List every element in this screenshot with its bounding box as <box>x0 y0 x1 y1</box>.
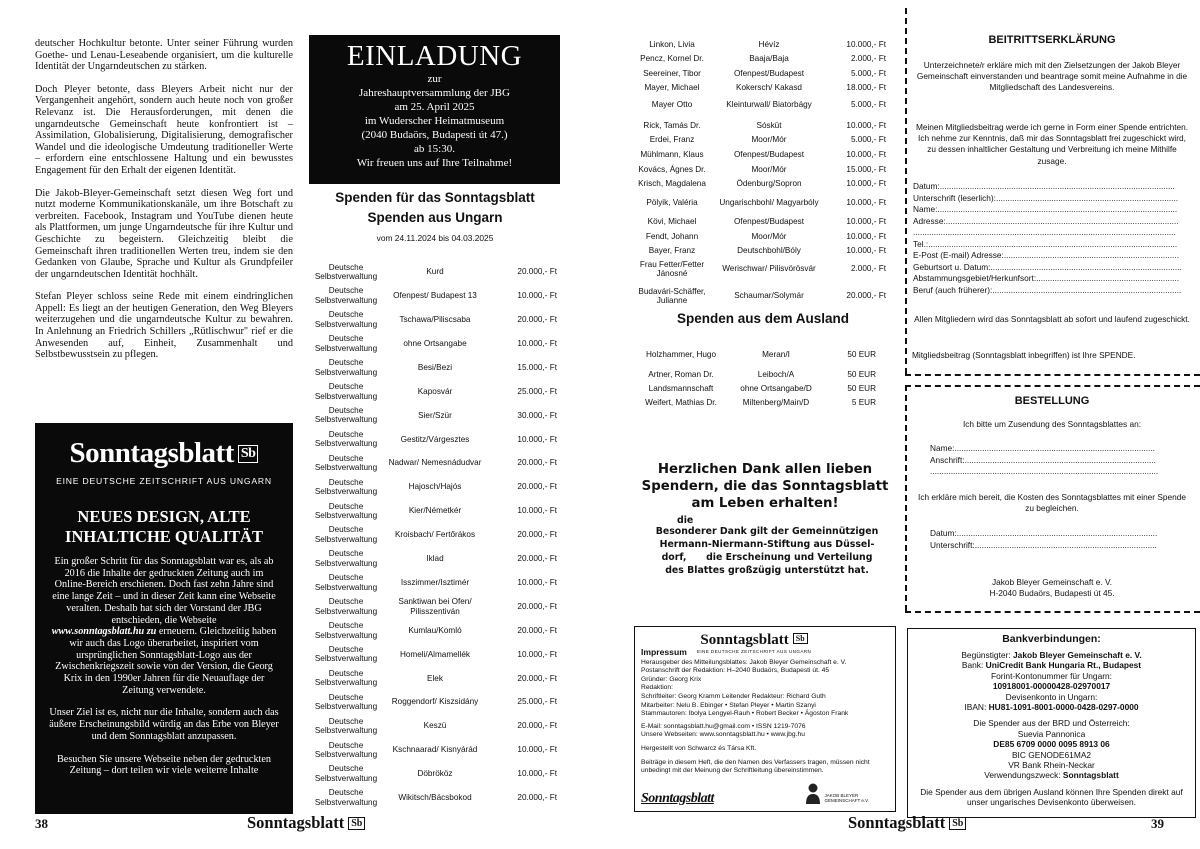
impressum-line: Schriftleiter: Georg Kramm Leitender Redakteur: Richard Guth <box>641 692 826 700</box>
cutting-line <box>905 8 907 374</box>
bank-beneficiary: Begünstigter: Jakob Bleyer Gemeinschaft e. V. <box>961 650 1142 660</box>
amount-cell: 20.000,- Ft <box>517 721 557 731</box>
thanks-line: Herzlichen Dank allen lieben <box>657 462 873 477</box>
place-cell: Isszimmer/Isztimér <box>400 577 470 587</box>
promo-paragraph: Besuchen Sie unsere Webseite neben der gedruckten Zeitung – dort teilen wir viele weiterre Inhalte <box>57 753 271 777</box>
bank-de-iban: DE85 6709 0000 0095 8913 06 <box>993 739 1110 750</box>
donations-abroad-heading: Spenden aus dem Ausland <box>676 311 850 326</box>
special-thanks-line: dorf, <box>661 552 687 563</box>
amount-cell: 20.000,- Ft <box>517 315 557 325</box>
form-field[interactable]: Unterschrift:............................................................................... <box>930 539 1157 550</box>
table-row <box>630 244 886 257</box>
place-cell: Kokersch/ Kakasd <box>736 82 802 92</box>
promo-headline: NEUES DESIGN, ALTE INHALTICHE QUALITÄT <box>65 507 263 546</box>
table-row <box>630 163 886 176</box>
amount-cell: 20.000,- Ft <box>517 530 557 540</box>
invitation-line: ab 15:30. <box>414 143 455 155</box>
membership-title: BEITRITTSERKLÄRUNG <box>988 34 1116 46</box>
bank-line: Die Spender aus der BRD und Österreich: <box>973 718 1130 729</box>
invitation-line: im Wuderscher Heimatmuseum <box>364 115 505 127</box>
amount-cell: 10.000,- Ft <box>846 231 886 241</box>
bank-line: Suevia Pannonica <box>1017 728 1086 739</box>
amount-cell: 10.000,- Ft <box>517 434 557 444</box>
form-field[interactable]: Beruf (auch früherer):.................................................................................. <box>913 284 1182 295</box>
order-title: BESTELLUNG <box>1014 395 1090 407</box>
donor-cell: Bayer, Franz <box>648 245 696 255</box>
table-row <box>312 548 557 570</box>
donor-cell: Deutsche Selbstverwaltung <box>314 405 378 425</box>
order-form-address <box>930 443 1180 478</box>
bank-bic: BIC GENODE61MA2 <box>1011 749 1092 760</box>
impressum-disclaimer: Beiträge in diesem Heft, die den Namen des Verfassers tragen, müssen nicht unbedingt mit der Meinung der Schriftleitung übereinstimmen. <box>641 758 870 775</box>
amount-cell: 50 EUR <box>847 350 876 360</box>
impressum-line: Stammautoren: Ibolya Lengyel-Rauh • Robert Becker • Ágoston Frank <box>641 710 849 718</box>
amount-cell: 2.000,- Ft <box>850 264 886 274</box>
table-row <box>630 81 886 94</box>
place-cell: Kschnaarad/ Kisnyárád <box>392 745 478 755</box>
table-row <box>630 259 886 279</box>
logo-tagline: EINE DEUTSCHE ZEITSCHRIFT AUS UNGARN <box>56 476 272 486</box>
form-field[interactable]: Tel.:............................................................................................................ <box>913 238 1178 249</box>
page-number-right: 39 <box>1151 816 1164 831</box>
amount-cell: 20.000,- Ft <box>517 673 557 683</box>
article-paragraph: Doch Pleyer betonte, dass Bleyers Arbeit nicht nur der Vergangenheit angehört, sondern auch heute noch von großer Relevanz ist. Die Herausforderungen, mit denen die ungarndeutsche Gemeinschaft heute konfrontiert ist – Assimilation, Globalisierung, Digitalisierung, demografischer Wandel und die ideologische Umdeutung traditioneller Werte – erfordern eine entschlossene Haltung und ein bewusstes Engagement für den Erhalt der eigenen Identität. <box>35 83 293 176</box>
donor-cell: Mayer, Michael <box>644 82 700 92</box>
bank-purpose: Verwendungszweck: Sonntagsblatt <box>984 770 1119 781</box>
place-cell: Kleinturwall/ Biatorbágy <box>726 100 812 110</box>
donor-cell: Deutsche Selbstverwaltung <box>314 334 378 353</box>
impressum-line: Redaktion: <box>641 684 673 692</box>
article-text-column <box>35 38 293 372</box>
table-row <box>312 691 557 713</box>
form-field[interactable]: E-Post (E-mail) Adresse:............................................................................ <box>913 250 1180 260</box>
special-thanks-line: die Erscheinung und Verteilung <box>706 552 873 563</box>
place-cell: Leiboch/A <box>757 370 795 380</box>
place-cell: Besi/Bezi <box>417 362 453 372</box>
bank-details-box <box>907 628 1196 818</box>
table-row <box>636 369 876 381</box>
table-row <box>312 333 557 355</box>
place-cell: ohne Ortsangabe <box>403 338 467 348</box>
amount-cell: 10.000,- Ft <box>517 649 557 659</box>
form-field[interactable]: Name:....................................................................................... <box>930 443 1155 453</box>
place-cell: Schaumar/Solymár <box>734 291 804 301</box>
promo-body <box>49 556 279 788</box>
sonntagsblatt-logo: Sonntagsblatt Sb <box>35 437 293 470</box>
cutting-line <box>905 374 1200 376</box>
table-row <box>636 397 876 409</box>
amount-cell: 5.000,- Ft <box>850 134 886 144</box>
donor-cell: Deutsche Selbstverwaltung <box>314 358 378 377</box>
bank-iban: IBAN: HU81-1091-8001-0000-0428-0297-0000 <box>964 702 1139 713</box>
donor-cell: Deutsche Selbstverwaltung <box>314 788 378 807</box>
article-paragraph: deutscher Hochkultur betonte. Unter seiner Führung wurden Goethe- und Lenau-Leseabende organisiert, um die kulturelle Identität der Ungarndeutschen zu stärken. <box>35 38 293 73</box>
thanks-line: Spendern, die das Sonntagsblatt <box>641 479 889 494</box>
donor-cell: Deutsche Selbstverwaltung <box>314 262 378 281</box>
amount-cell: 5.000,- Ft <box>850 68 886 78</box>
table-row <box>312 620 557 642</box>
form-field[interactable]: Geburtsort u. Datum:................................................................................... <box>913 261 1182 272</box>
amount-cell: 10.000,- Ft <box>517 577 557 587</box>
amount-cell: 10.000,- Ft <box>846 149 886 159</box>
table-row <box>312 285 557 307</box>
donor-cell: Deutsche Selbstverwaltung <box>314 716 378 736</box>
promo-paragraph: Ein großer Schritt für das Sonntagsblatt war es, als ab 2016 die Inhalte der gedruckten Zeitung auch im Online-Bereich erschienen. Doch fast zehn Jahre sind eine lange Zeit – und in dieser Zeit kann eine Webseite veralten. Deshalb hat sich der Vorstand der JBG entschieden, die Webseite <box>52 556 276 626</box>
table-row <box>630 133 886 146</box>
article-paragraph: Die Jakob-Bleyer-Gemeinschaft setzt diesen Weg fort und nutzt moderne Kommunikationskanäle, um ihre Botschaft zu verbreiten. Facebook, Instagram und YouTube dienen heute als Plattformen, um junge Ungarndeutsche für ihre Kultur und Geschichte zu begeistern. Gleichzeitig bleibt die Gemeinschaft ihren traditionellen Werten treu, indem sie den Gedanken von Glaube, Sprache und Kultur als Grundpfeiler der ungarndeutschen Identität hochhält. <box>35 187 293 280</box>
amount-cell: 15.000,- Ft <box>517 362 557 372</box>
impressum-line: Herausgeber des Mitteilungsblattes: Jakob Bleyer Gemeinschaft e. V. <box>641 658 847 666</box>
form-field[interactable]: Datum:...................................................................................................... <box>913 181 1175 191</box>
donor-cell: Mayer Otto <box>651 100 693 110</box>
thanks-die: die <box>677 515 694 526</box>
membership-fee-text: Meinen Mitgliedsbeitrag werde ich gerne in Form einer Spende entrichten. Ich nehme zur Kenntnis, daß mir das Sonntagsblatt frei zugeschickt wird, zu dessen inhaltlicher Gestaltung und Verbreitung ich meine Mithilfe zusage. <box>915 122 1189 166</box>
thanks-line: am Leben erhalten! <box>691 496 839 511</box>
amount-cell: 15.000,- Ft <box>846 164 886 174</box>
donor-cell: Linkon, Livia <box>649 39 695 49</box>
invitation-line: Jahreshauptversammlung der JBG <box>359 87 510 99</box>
donor-cell: Erdei, Franz <box>649 134 695 144</box>
donor-cell: Pencz, Kornel Dr. <box>640 53 704 63</box>
amount-cell: 30.000,- Ft <box>517 410 557 420</box>
special-thanks-line: Hermann-Niermann-Stiftung aus Düssel- <box>659 539 875 550</box>
donor-cell: Deutsche Selbstverwaltung <box>314 429 378 449</box>
cutting-line <box>905 385 907 611</box>
place-cell: Roggendorf/ Kiszsidány <box>391 697 479 707</box>
bank-forint-account: 10918001-00000428-02970017 <box>992 681 1111 692</box>
bank-line: VR Bank Rhein-Neckar <box>1008 760 1095 771</box>
donor-cell: Deutsche Selbstverwaltung <box>314 453 378 473</box>
amount-cell: 10.000,- Ft <box>846 245 886 255</box>
bank-title: Bankverbindungen: <box>1002 633 1101 645</box>
donor-cell: Deutsche Selbstverwaltung <box>314 310 378 329</box>
amount-cell: 10.000,- Ft <box>517 291 557 301</box>
amount-cell: 20.000,- Ft <box>517 601 557 611</box>
membership-note: Allen Mitgliedern wird das Sonntagsblatt ab sofort und laufend zugeschickt. <box>914 314 1190 324</box>
portrait-icon <box>805 782 821 804</box>
invitation-box <box>309 35 560 184</box>
sb-badge-icon: Sb <box>949 817 966 830</box>
special-thanks-line: Besonderer Dank gilt der Gemeinnützigen <box>655 526 879 537</box>
impressum-line: Mitarbeiter: Nelu B. Ebinger • Stefan Pleyer • Martin Szanyi <box>641 701 816 709</box>
impressum-line: Gründer: Georg Krix <box>641 675 702 683</box>
membership-fee-note: Mitgliedsbeitrag (Sonntagsblatt inbegriffen) ist Ihre SPENDE. <box>912 350 1136 360</box>
table-row <box>636 383 876 395</box>
amount-cell: 5.000,- Ft <box>850 100 886 110</box>
donor-cell: Deutsche Selbstverwaltung <box>314 573 378 592</box>
place-cell: Keszü <box>423 721 447 731</box>
donor-cell: Deutsche Selbstverwaltung <box>314 501 378 520</box>
place-cell: Tschawa/Piliscsaba <box>399 315 471 325</box>
jbg-logo-text: JAKOB BLEYER GEMEINSCHAFT e.V. <box>824 792 869 804</box>
sb-badge-icon: Sb <box>348 817 365 830</box>
article-paragraph: Stefan Pleyer schloss seine Rede mit einem eindringlichen Appell: Es liegt an der heutigen Generation, den Weg Bleyers weiterzugehen und die ungarndeutsche Kultur zu bewahren. In Anlehnung an Friedrich Schillers „Rütlischwur" rief er die Anwesenden auf, Einheit, Zusammenhalt und Selbstbewusstsein zu pflegen. <box>35 291 293 361</box>
special-thanks <box>628 525 906 577</box>
donor-cell: Deutsche Selbstverwaltung <box>314 382 378 401</box>
table-row <box>312 404 557 426</box>
place-cell: Iklad <box>426 554 444 564</box>
donor-cell: Pölyik, Valéria <box>646 198 698 208</box>
table-row <box>630 286 886 306</box>
amount-cell: 10.000,- Ft <box>846 216 886 226</box>
place-cell: Werischwar/ Pilisvörösvár <box>722 264 816 274</box>
footer-logo-left: Sonntagsblatt Sb <box>247 813 365 833</box>
place-cell: Ofenpest/Budapest <box>733 216 805 226</box>
bank-abroad-note: Die Spender aus dem übrigen Ausland können Ihre Spenden direkt auf unser ungarisches Devisenkonto überweisen. <box>920 786 1183 808</box>
amount-cell: 10.000,- Ft <box>517 506 557 516</box>
place-cell: Ungarischbohl/ Magyarbóly <box>719 198 819 208</box>
donor-cell: Deutsche Selbstverwaltung <box>314 286 378 305</box>
table-row <box>630 148 886 161</box>
donor-cell: Deutsche Selbstverwaltung <box>314 692 378 712</box>
cutting-line <box>905 385 1200 387</box>
place-cell: Meran/I <box>762 350 790 360</box>
place-cell: Ofenpest/ Budapest 13 <box>393 291 477 301</box>
donor-cell: Deutsche Selbstverwaltung <box>314 525 378 544</box>
place-cell: Hajosch/Hajós <box>408 482 462 492</box>
thanks-message <box>622 461 908 512</box>
amount-cell: 10.000,- Ft <box>846 178 886 188</box>
amount-cell: 20.000,- Ft <box>517 482 557 492</box>
donor-cell: Kövi, Michael <box>647 216 697 226</box>
table-row <box>630 119 886 132</box>
place-cell: Sanktiwan bei Ofen/ Pilisszentiván <box>398 597 472 616</box>
website-link[interactable]: www.sonntagsblatt.hu zu <box>51 626 157 638</box>
form-field[interactable]: Anschrift:................................................................................... <box>930 454 1156 465</box>
amount-cell: 10.000,- Ft <box>517 745 557 755</box>
table-row <box>312 739 557 761</box>
donor-cell: Frau Fetter/Fetter Jánosné <box>639 259 705 278</box>
amount-cell: 5 EUR <box>851 398 876 408</box>
table-row <box>312 500 557 522</box>
form-field[interactable]: Unterschrift (leserlich):............................................................................... <box>913 192 1179 203</box>
order-declaration: Ich erkläre mich bereit, die Kosten des Sonntagsblattes mit einer Spende zu begleichen. <box>918 492 1186 514</box>
table-row <box>312 357 557 379</box>
membership-intro: Unterzeichnete/r erkläre mich mit den Zielsetzungen der Jakob Bleyer Gemeinschaft einverstanden und beantrage somit meine Aufnahme in die Mitgliedschaft des Landesvereins. <box>916 60 1188 93</box>
table-row <box>636 349 876 361</box>
place-cell: Kurd <box>426 267 444 277</box>
amount-cell: 20.000,- Ft <box>517 458 557 468</box>
table-row <box>312 643 557 665</box>
place-cell: Sier/Szür <box>418 410 452 420</box>
order-form-signature <box>930 528 1180 551</box>
page-number-left: 38 <box>35 816 48 831</box>
impressum-box <box>634 626 896 812</box>
amount-cell: 25.000,- Ft <box>517 697 557 707</box>
invitation-title: EINLADUNG <box>346 40 523 72</box>
bank-line: Devisenkonto in Ungarn: <box>1005 691 1098 702</box>
place-cell: Elek <box>427 673 443 683</box>
donor-cell: Mühlmann, Klaus <box>640 149 704 159</box>
table-row <box>630 177 886 190</box>
impressum-printer: Hergestellt von Schwarcz és Társa Kft. <box>641 744 757 752</box>
impressum-websites: Unsere Webseiten: www.sonntagsblatt.hu • www.jbg.hu <box>641 731 805 739</box>
amount-cell: 18.000,- Ft <box>846 82 886 92</box>
place-cell: Moor/Mór <box>751 164 787 174</box>
table-row <box>630 96 886 114</box>
table-row <box>312 428 557 450</box>
amount-cell: 2.000,- Ft <box>850 53 886 63</box>
amount-cell: 10.000,- Ft <box>517 769 557 779</box>
invitation-line: am 25. April 2025 <box>394 101 475 113</box>
donor-cell: Rick, Tamás Dr. <box>643 120 701 130</box>
table-row <box>630 215 886 228</box>
bank-line: Forint-Kontonummer für Ungarn: <box>990 670 1113 681</box>
donations-period: vom 24.11.2024 bis 04.03.2025 <box>376 233 494 243</box>
amount-cell: 10.000,- Ft <box>846 39 886 49</box>
table-row <box>630 230 886 243</box>
place-cell: Moor/Mór <box>751 231 787 241</box>
amount-cell: 50 EUR <box>847 384 876 394</box>
donor-cell: Deutsche Selbstverwaltung <box>314 477 378 497</box>
place-cell: Hévíz <box>758 39 780 49</box>
form-field[interactable]: Adresse:..................................................................................................... <box>913 215 1179 226</box>
impressum-line: Postanschrift der Redaktion: H–2040 Budaörs, Budapesti út. 45 <box>641 667 830 675</box>
table-row <box>312 524 557 546</box>
donor-cell: Fendt, Johann <box>645 231 699 241</box>
table-row <box>312 261 557 283</box>
impressum-label: Impressum <box>641 647 687 657</box>
donor-cell: Krisch, Magdalena <box>638 178 706 188</box>
donor-cell: Seereiner, Tibor <box>643 68 701 78</box>
table-row <box>630 193 886 213</box>
order-intro: Ich bitte um Zusendung des Sonntagsblattes an: <box>962 419 1142 429</box>
special-thanks-line: des Blattes großzügig unterstützt hat. <box>665 565 869 576</box>
invitation-line: Wir freuen uns auf Ihre Teilnahme! <box>356 157 513 169</box>
table-row <box>312 667 557 689</box>
impressum-logo: Sonntagsblatt Sb <box>697 633 811 648</box>
donor-cell: Artner, Roman Dr. <box>648 370 714 380</box>
amount-cell: 25.000,- Ft <box>517 386 557 396</box>
place-cell: ohne Ortsangabe/D <box>740 384 812 394</box>
promo-paragraph: Unser Ziel ist es, nicht nur die Inhalte, sondern auch das äußere Erscheinungsbild würdig an das Erbe von Bleyer und dem Sonntagsblatt anzupassen. <box>49 707 279 742</box>
sb-badge-icon: Sb <box>238 445 259 463</box>
amount-cell: 20.000,- Ft <box>517 554 557 564</box>
table-row <box>630 52 886 65</box>
amount-cell: 20.000,- Ft <box>517 625 557 635</box>
place-cell: Kier/Németkér <box>408 506 462 516</box>
place-cell: Deutschbohl/Bóly <box>737 245 801 255</box>
cutting-line <box>905 611 1200 613</box>
place-cell: Kaposvár <box>417 386 453 396</box>
donor-cell: Deutsche Selbstverwaltung <box>314 644 378 664</box>
table-row <box>312 572 557 594</box>
form-field[interactable]: .................................................................................................................. <box>913 227 1176 237</box>
place-cell: Kroisbach/ Fertőrákos <box>394 530 476 540</box>
donor-cell: Deutsche Selbstverwaltung <box>314 668 378 688</box>
table-row <box>312 596 557 618</box>
donations-heading: Spenden für das Sonntagsblatt <box>335 190 535 205</box>
amount-cell: 50 EUR <box>847 370 876 380</box>
order-address: Jakob Bleyer Gemeinschaft e. V. H-2040 Budaörs, Budapesti út 45. <box>989 577 1115 599</box>
amount-cell: 20.000,- Ft <box>517 267 557 277</box>
donor-cell: Holzhammer, Hugo <box>645 350 717 360</box>
amount-cell: 10.000,- Ft <box>846 120 886 130</box>
form-field[interactable]: Datum:....................................................................................... <box>930 528 1158 538</box>
table-row <box>312 787 557 809</box>
form-field[interactable]: Name:........................................................................................................ <box>913 204 1178 214</box>
amount-cell: 10.000,- Ft <box>846 198 886 208</box>
place-cell: Sósküt <box>756 120 782 130</box>
place-cell: Ofenpest/Budapest <box>733 68 805 78</box>
place-cell: Baaja/Baja <box>749 53 789 63</box>
donor-cell: Deutsche Selbstverwaltung <box>314 764 378 783</box>
amount-cell: 20.000,- Ft <box>846 291 886 301</box>
bank-name: Bank: UniCredit Bank Hungaria Rt., Budapest <box>961 660 1142 671</box>
table-row <box>312 476 557 498</box>
donor-cell: Kovács, Ágnes Dr. <box>638 164 706 174</box>
place-cell: Ofenpest/Budapest <box>733 149 805 159</box>
amount-cell: 10.000,- Ft <box>517 338 557 348</box>
donor-cell: Deutsche Selbstverwaltung <box>314 621 378 640</box>
promo-box <box>35 423 293 814</box>
place-cell: Moor/Mór <box>751 134 787 144</box>
place-cell: Ödenburg/Sopron <box>736 178 802 188</box>
table-row <box>312 381 557 403</box>
table-row <box>312 763 557 785</box>
promo-paragraph: erneuern. Gleichzeitig haben wir auch das Logo überarbeitet, inspiriert vom ursprünglichen Sonntagsblatt-Logo aus der Zwischenkriegszeit sowie von der Version, die Georg Krix in den 1990er Jahren für die Neuauflage der Zeitung verwendete. <box>55 626 277 696</box>
invitation-line: zur <box>427 73 442 85</box>
table-row <box>312 309 557 331</box>
invitation-line: (2040 Budaörs, Budapesti út 47.) <box>361 129 508 141</box>
donations-hungary-heading: Spenden aus Ungarn <box>367 210 503 225</box>
donor-cell: Deutsche Selbstverwaltung <box>314 597 378 616</box>
donor-cell: Budavári-Schäffer, Julianne <box>638 286 706 305</box>
place-cell: Miltenberg/Main/D <box>742 398 810 408</box>
donor-cell: Landsmannschaft <box>648 384 714 394</box>
donor-cell: Deutsche Selbstverwaltung <box>314 740 378 759</box>
place-cell: Kumlau/Komló <box>408 625 462 635</box>
donor-cell: Weifert, Mathias Dr. <box>645 398 717 408</box>
place-cell: Wikitsch/Bácsbokod <box>398 793 472 803</box>
amount-cell: 20.000,- Ft <box>517 793 557 803</box>
donor-cell: Deutsche Selbstverwaltung <box>314 549 378 568</box>
table-row <box>312 715 557 737</box>
membership-form <box>913 181 1193 296</box>
form-field[interactable]: ................................................................................................... <box>930 466 1159 476</box>
place-cell: Homeli/Almamellék <box>399 649 471 659</box>
place-cell: Gestitz/Várgesztes <box>400 434 470 444</box>
sb-badge-icon: Sb <box>793 633 808 644</box>
place-cell: Nadwar/ Nemesnádudvar <box>388 458 482 468</box>
table-row <box>312 452 557 474</box>
footer-logo-right: Sonntagsblatt Sb <box>848 813 966 833</box>
table-row <box>630 67 886 80</box>
table-row <box>630 38 886 51</box>
impressum-tagline: EINE DEUTSCHE ZEITSCHRIFT AUS UNGARN <box>696 649 812 654</box>
form-field[interactable]: Abstammungsgebiet/Herkunfsort:.............................................................. <box>913 273 1180 283</box>
historic-logo: Sonntagsblatt <box>641 791 714 807</box>
place-cell: Döbrököz <box>417 769 453 779</box>
impressum-email: E-Mail: sonntagsblatt.hu@gmail.com • ISSN 1219-7076 <box>641 722 806 730</box>
